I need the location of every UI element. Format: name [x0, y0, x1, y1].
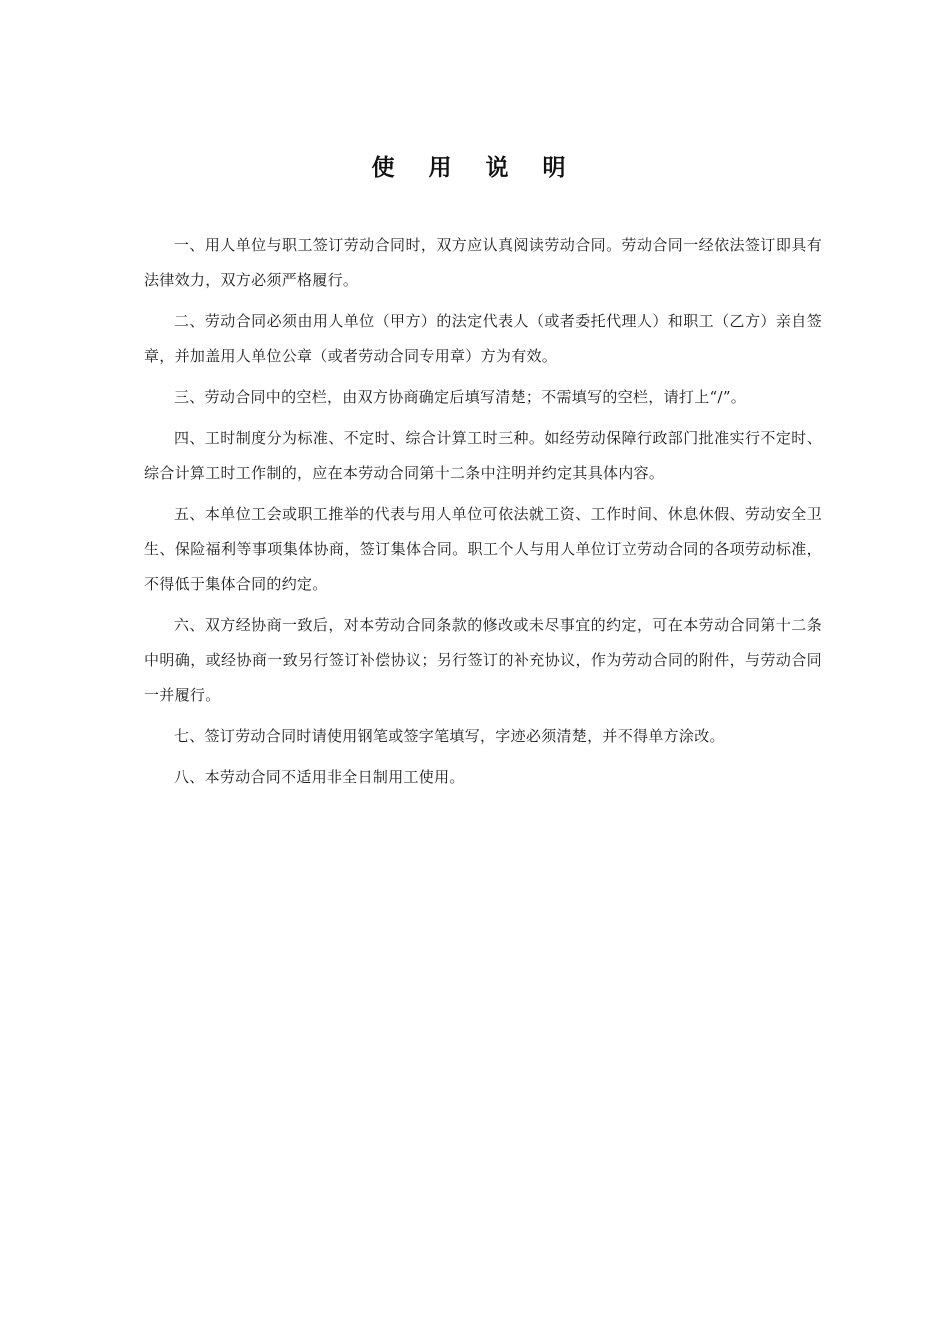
instruction-paragraph-5: 五、本单位工会或职工推举的代表与用人单位可依法就工资、工作时间、休息休假、劳动安全卫生、保险福利等事项集体协商，签订集体合同。职工个人与用人单位订立劳动合同的各项劳动标准，不得低于集体合同的约定。 — [144, 505, 822, 593]
instruction-paragraph-8: 八、本劳动合同不适用非全日制用工使用。 — [174, 768, 465, 786]
instruction-paragraph-1: 一、用人单位与职工签订劳动合同时，双方应认真阅读劳动合同。劳动合同一经依法签订即具有法律效力，双方必须严格履行。 — [144, 236, 822, 289]
instruction-paragraph-4: 四、工时制度分为标准、不定时、综合计算工时三种。如经劳动保障行政部门批准实行不定时、综合计算工时工作制的，应在本劳动合同第十二条中注明并约定其具体内容。 — [144, 429, 822, 482]
instruction-paragraph-3: 三、劳动合同中的空栏，由双方协商确定后填写清楚；不需填写的空栏，请打上“/”。 — [174, 388, 747, 406]
instruction-paragraph-2: 二、劳动合同必须由用人单位（甲方）的法定代表人（或者委托代理人）和职工（乙方）亲自签章，并加盖用人单位公章（或者劳动合同专用章）方为有效。 — [144, 312, 822, 365]
instruction-paragraph-6: 六、双方经协商一致后，对本劳动合同条款的修改或未尽事宜的约定，可在本劳动合同第十二条中明确，或经协商一致另行签订补偿协议；另行签订的补充协议，作为劳动合同的附件，与劳动合同一并履行。 — [144, 616, 822, 704]
instruction-paragraph-7: 七、签订劳动合同时请使用钢笔或签字笔填写，字迹必须清楚，并不得单方涂改。 — [174, 727, 725, 745]
instructions-body — [144, 228, 822, 801]
page-title: 使 用 说 明 — [371, 155, 579, 181]
